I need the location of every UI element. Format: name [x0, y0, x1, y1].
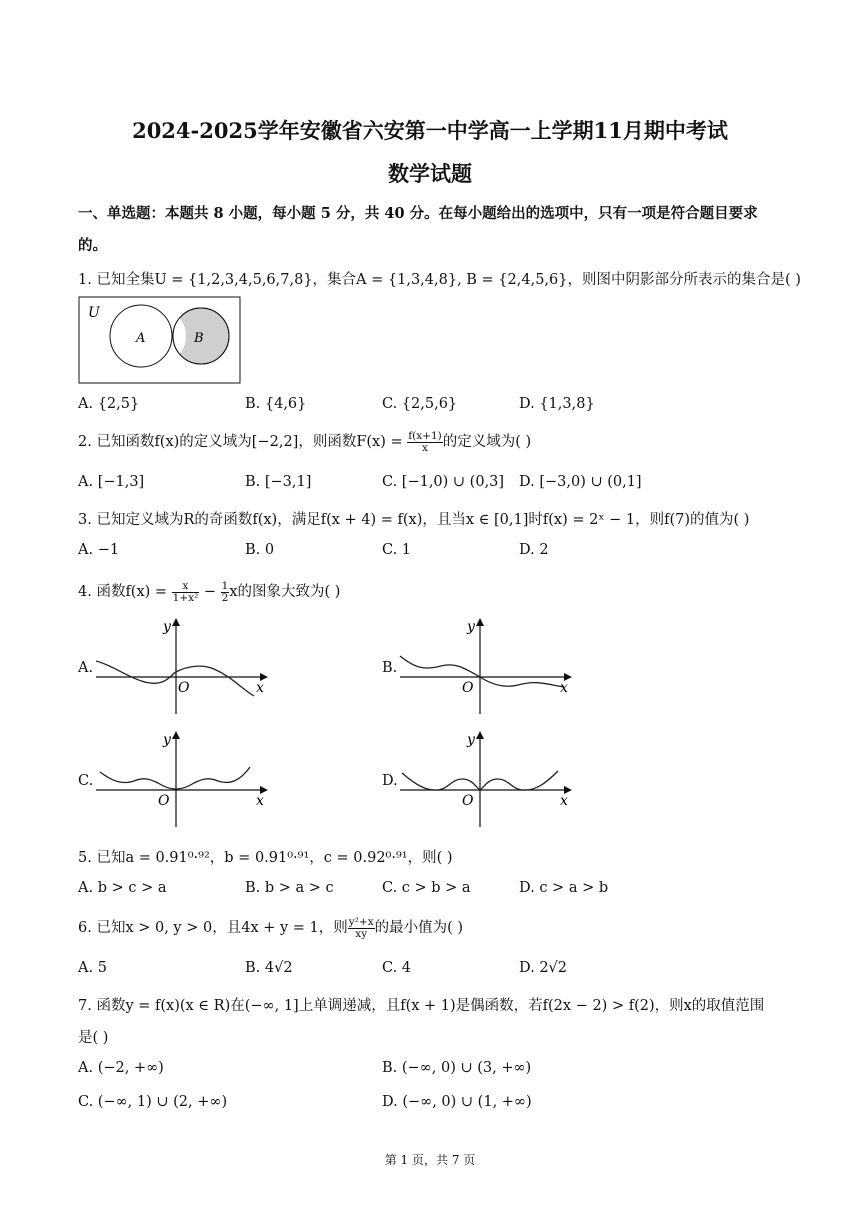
q4-option-b-label[interactable]: B.: [382, 660, 398, 676]
graph-a-x-label: x: [256, 680, 264, 696]
q6-option-d[interactable]: D. 2√2: [519, 960, 568, 976]
q1-option-a[interactable]: A. {2,5}: [78, 396, 140, 412]
graph-c-origin-label: O: [158, 793, 170, 809]
q4-text-post: x的图象大致为( ): [229, 584, 341, 600]
q4-text-pre: 4. 函数f(x) =: [78, 584, 172, 600]
q4-graph-d[interactable]: [396, 727, 576, 831]
q2-fraction: [407, 431, 442, 454]
q4-frac1-num: x: [172, 581, 200, 593]
q4-option-c-label[interactable]: C.: [78, 773, 94, 789]
q2-option-a[interactable]: A. [−1,3]: [78, 474, 145, 490]
page-title: 2024-2025学年安徽省六安第一中学高一上学期11月期中考试: [132, 118, 728, 143]
graph-d-x-label: x: [560, 793, 568, 809]
q3-option-b[interactable]: B. 0: [245, 542, 275, 558]
q6-fraction: [348, 917, 375, 940]
q2-frac-den: x: [422, 441, 428, 454]
venn-label-a: A: [136, 331, 146, 346]
graph-d-origin-label: O: [462, 793, 474, 809]
q1-option-c[interactable]: C. {2,5,6}: [382, 396, 458, 412]
graph-c-y-label: y: [163, 732, 171, 748]
q1-option-d[interactable]: D. {1,3,8}: [519, 396, 595, 412]
question-7-cont: 是( ): [78, 1030, 109, 1046]
q7-option-c[interactable]: C. (−∞, 1) ∪ (2, +∞): [78, 1094, 228, 1110]
graph-b-y-label: y: [467, 619, 475, 635]
q2-text-post: 的定义域为( ): [442, 434, 532, 450]
q4-frac1-den: 1+x²: [172, 591, 199, 604]
q5-option-a[interactable]: A. b > c > a: [78, 880, 167, 896]
venn-diagram: [78, 296, 242, 386]
q6-frac-den: xy: [355, 927, 368, 940]
q3-option-d[interactable]: D. 2: [519, 542, 549, 558]
q6-frac-num: y²+x: [348, 915, 374, 928]
graph-c-x-label: x: [256, 793, 264, 809]
q6-option-b[interactable]: B. 4√2: [245, 960, 293, 976]
q4-graph-a[interactable]: [92, 614, 272, 718]
question-7: 7. 函数y = f(x)(x ∈ R)在(−∞, 1]上单调递减，且f(x + 1)是偶函数，若f(2x − 2) > f(2)，则x的取值范围: [78, 998, 765, 1014]
question-3: 3. 已知定义域为R的奇函数f(x)，满足f(x + 4) = f(x)，且当x ∈ [0,1]时f(x) = 2ˣ − 1，则f(7)的值为( ): [78, 512, 750, 528]
question-2: [78, 430, 531, 454]
question-5: 5. 已知a = 0.91⁰·⁹²，b = 0.91⁰·⁹¹，c = 0.92⁰·⁹¹，则( ): [78, 850, 453, 866]
q6-option-a[interactable]: A. 5: [78, 960, 107, 976]
q7-option-d[interactable]: D. (−∞, 0) ∪ (1, +∞): [382, 1094, 532, 1110]
q4-graph-c[interactable]: [92, 727, 272, 831]
question-6: [78, 916, 463, 940]
q6-text-post: 的最小值为( ): [374, 920, 464, 936]
q4-graph-b[interactable]: [396, 614, 576, 718]
q6-text-pre: 6. 已知x > 0, y > 0，且4x + y = 1，则: [78, 920, 348, 936]
section-heading-cont: 的。: [78, 237, 107, 254]
q2-text-pre: 2. 已知函数f(x)的定义域为[−2,2]，则函数F(x) =: [78, 434, 408, 450]
page-footer: 第 1 页，共 7 页: [384, 1153, 476, 1167]
q4-option-d-label[interactable]: D.: [382, 773, 398, 789]
venn-label-b: B: [194, 331, 204, 346]
section-heading: 一、单选题：本题共 8 小题，每小题 5 分，共 40 分。在每小题给出的选项中，只有一项是符合题目要求: [78, 205, 758, 222]
question-4: [78, 580, 340, 604]
q4-option-a-label[interactable]: A.: [78, 660, 94, 676]
q2-frac-num: f(x+1): [408, 429, 442, 442]
q2-option-b[interactable]: B. [−3,1]: [245, 474, 312, 490]
q5-option-d[interactable]: D. c > a > b: [519, 880, 609, 896]
graph-a-origin-label: O: [178, 680, 190, 696]
graph-b-origin-label: O: [462, 680, 474, 696]
venn-label-u: U: [88, 305, 100, 321]
q6-option-c[interactable]: C. 4: [382, 960, 412, 976]
q4-text-mid: −: [199, 584, 221, 600]
q7-option-a[interactable]: A. (−2, +∞): [78, 1060, 164, 1076]
graph-d-y-label: y: [467, 732, 475, 748]
q5-option-c[interactable]: C. c > b > a: [382, 880, 471, 896]
q1-option-b[interactable]: B. {4,6}: [245, 396, 307, 412]
q2-option-c[interactable]: C. [−1,0) ∪ (0,3]: [382, 474, 505, 490]
q3-option-c[interactable]: C. 1: [382, 542, 412, 558]
q4-frac2-den: 2: [221, 591, 229, 604]
graph-b-x-label: x: [560, 680, 568, 696]
graph-a-y-label: y: [163, 619, 171, 635]
page-subtitle: 数学试题: [388, 161, 472, 186]
q5-option-b[interactable]: B. b > a > c: [245, 880, 334, 896]
q4-fraction-1: [172, 581, 200, 604]
q3-option-a[interactable]: A. −1: [78, 542, 120, 558]
q2-option-d[interactable]: D. [−3,0) ∪ (0,1]: [519, 474, 642, 490]
question-1: 1. 已知全集U = {1,2,3,4,5,6,7,8}，集合A = {1,3,4,8}, B = {2,4,5,6}，则图中阴影部分所表示的集合是( ): [78, 272, 801, 288]
q7-option-b[interactable]: B. (−∞, 0) ∪ (3, +∞): [382, 1060, 532, 1076]
q4-frac2-num: 1: [221, 579, 229, 592]
